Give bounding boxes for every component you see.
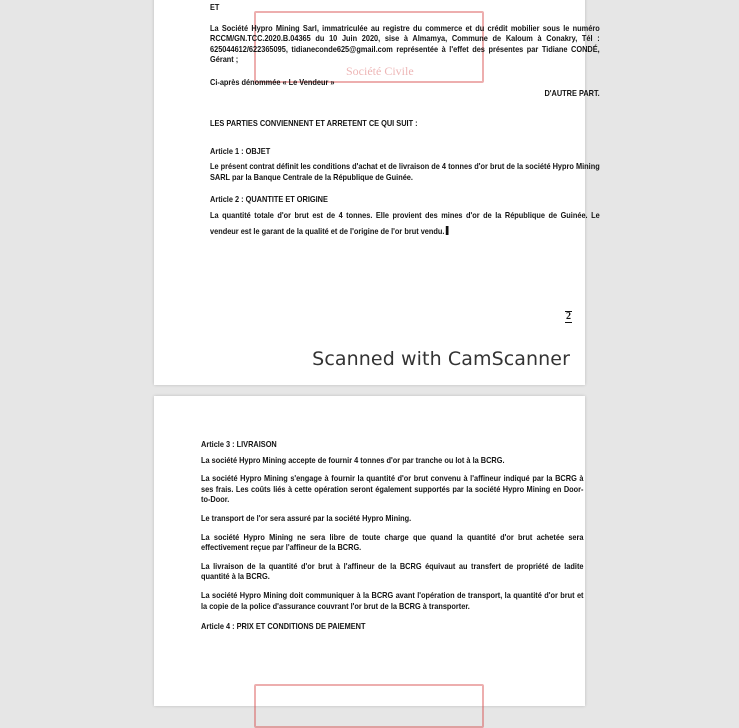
other-party: D'AUTRE PART. (544, 88, 600, 98)
text-et: ET (210, 3, 220, 12)
article-1-title: Article 1 : OBJET (210, 146, 271, 156)
page1-text (210, 3, 600, 239)
article-2-body: La quantité totale d'or brut est de 4 tonnes. Elle provient des mines d'or de la République de Guinée. Le vendeur est le garant de la qualité et de l'origine de l'or brut vendu. (210, 211, 600, 236)
article-3-title: Article 3 : LIVRAISON (201, 440, 277, 449)
article-3-paragraph-1: La société Hypro Mining accepte de fournir 4 tonnes d'or par tranche ou lot à la BCRG. (201, 455, 505, 465)
article-4-title: Article 4 : PRIX ET CONDITIONS DE PAIEMENT (201, 622, 366, 632)
article-2-text (210, 208, 600, 239)
red-stamp-bottom (254, 684, 484, 728)
vendor-designation: Ci-après dénommée « Le Vendeur » (210, 77, 335, 87)
text-cursor-icon (445, 226, 448, 235)
article-2-title: Article 2 : QUANTITE ET ORIGINE (210, 194, 328, 204)
page2-text (201, 440, 584, 633)
article-3-paragraph-4: La société Hypro Mining ne sera libre de toute charge que quand la quantité d'or brut achetée sera effectivement reçue par l'affineur de la BCRG. (201, 532, 584, 553)
article-3-paragraph-3: Le transport de l'or sera assuré par la société Hypro Mining. (201, 513, 412, 523)
article-3-paragraph-6: La société Hypro Mining doit communiquer à la BCRG avant l'opération de transport, la quantité d'or brut et la copie de la police d'assurance couvrant l'or brut de la BCRG à transporter. (201, 590, 584, 611)
document-page-2 (154, 396, 585, 706)
page-number: 2 (566, 311, 571, 322)
article-3-paragraph-2: La société Hypro Mining s'engage à fournir la quantité d'or brut convenu à l'affineur indiqué par la BCRG à ses frais. Les coûts liés à cette opération seront également supportés par la société Hypro Mining en Door-to-Door. (201, 474, 584, 505)
article-1-text: Le présent contrat définit les conditions d'achat et de livraison de 4 tonnes d'or brut de la société Hypro Mining SARL par la Banque Centrale de la République de Guinée. (210, 162, 600, 182)
article-3-paragraph-5: La livraison de la quantité d'or brut à l'affineur de la BCRG équivaut au transfert de propriété de ladite quantité à la BCRG. (201, 561, 584, 582)
stamp-text: Société Civile (346, 64, 414, 78)
camscanner-watermark: Scanned with CamScanner (312, 348, 570, 370)
document-page-1 (154, 0, 600, 385)
vendor-paragraph: La Société Hypro Mining Sarl, immatriculée au registre du commerce et du crédit mobilier sous le numéro RCCM/GN.TCC.2020.B.04365 du 10 Juin 2020, sise à Almamya, Commune de Kaloum à Conakry, Tél : 625044612/622365095, tidianeconde625@gmail.com représentée à l'effet des présentes par Tidiane CONDÉ, Gérant ; (210, 23, 600, 65)
parties-agree-heading: LES PARTIES CONVIENNENT ET ARRETENT CE QUI SUIT : (210, 119, 418, 129)
